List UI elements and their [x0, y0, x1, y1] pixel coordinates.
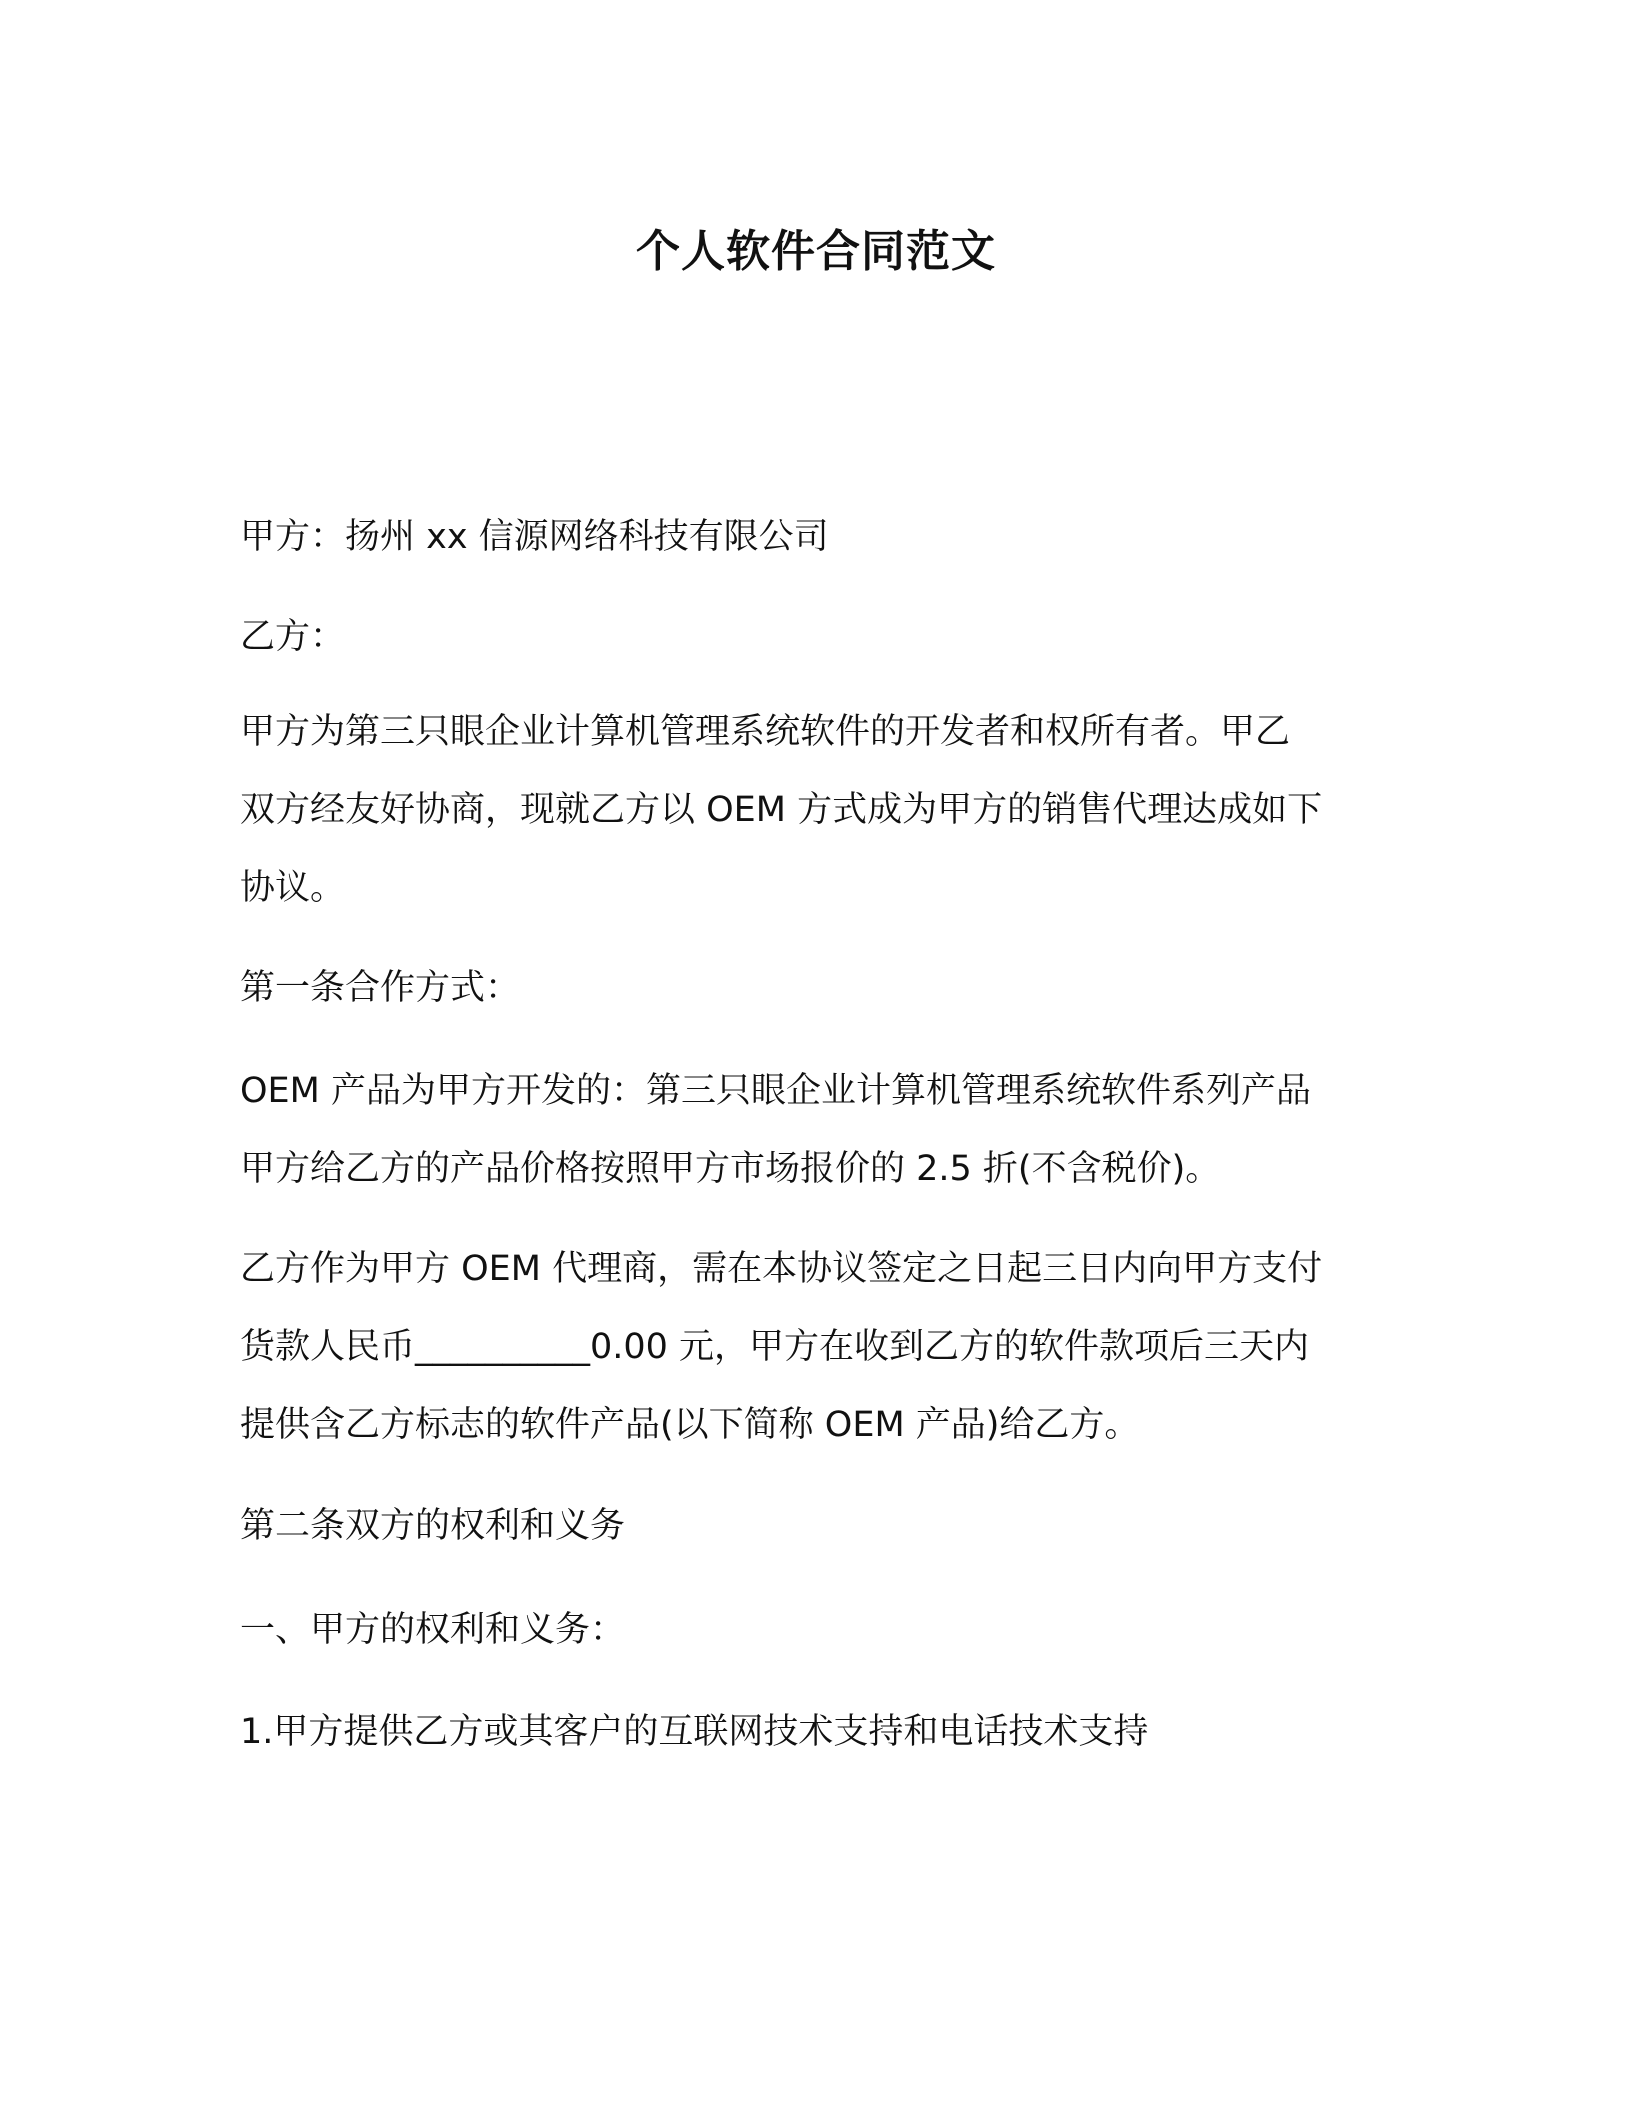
intro-paragraph: [240, 693, 1390, 927]
party-a-text: 甲方：扬州 xx 信源网络科技有限公司: [240, 517, 829, 557]
article2-section1-heading-text: 一、甲方的权利和义务：: [240, 1610, 626, 1650]
article1-p2-line-1: 乙方作为甲方 OEM 代理商，需在本协议签定之日起三日内向甲方支付: [240, 1249, 1323, 1289]
party-b: [240, 598, 1390, 676]
article2-item-1-text: 1.甲方提供乙方或其客户的互联网技术支持和电话技术支持: [240, 1712, 1149, 1752]
intro-line-3: 协议。: [240, 868, 346, 908]
article1-paragraph-1: [240, 1052, 1390, 1208]
article1-p1-line-2: 甲方给乙方的产品价格按照甲方市场报价的 2.5 折(不含税价)。: [240, 1149, 1221, 1189]
intro-line-1: 甲方为第三只眼企业计算机管理系统软件的开发者和权所有者。甲乙: [240, 712, 1291, 752]
article1-heading-text: 第一条合作方式：: [240, 968, 521, 1008]
party-a: [240, 498, 1390, 576]
intro-line-2: 双方经友好协商，现就乙方以 OEM 方式成为甲方的销售代理达成如下: [240, 790, 1323, 830]
article2-heading-text: 第二条双方的权利和义务: [240, 1506, 626, 1546]
document-title: 个人软件合同范文: [636, 226, 996, 277]
party-b-text: 乙方：: [240, 617, 346, 657]
article2-section1-heading: [240, 1591, 1390, 1669]
article1-heading: [240, 949, 1390, 1027]
article2-item-1: [240, 1693, 1390, 1771]
article1-p2-line-3: 提供含乙方标志的软件产品(以下简称 OEM 产品)给乙方。: [240, 1405, 1140, 1445]
article1-paragraph-2: [240, 1230, 1390, 1464]
article1-p2-line-2: 货款人民币__________0.00 元，甲方在收到乙方的软件款项后三天内: [240, 1327, 1310, 1367]
article1-p1-line-1: OEM 产品为甲方开发的：第三只眼企业计算机管理系统软件系列产品: [240, 1071, 1311, 1111]
article2-heading: [240, 1487, 1390, 1565]
